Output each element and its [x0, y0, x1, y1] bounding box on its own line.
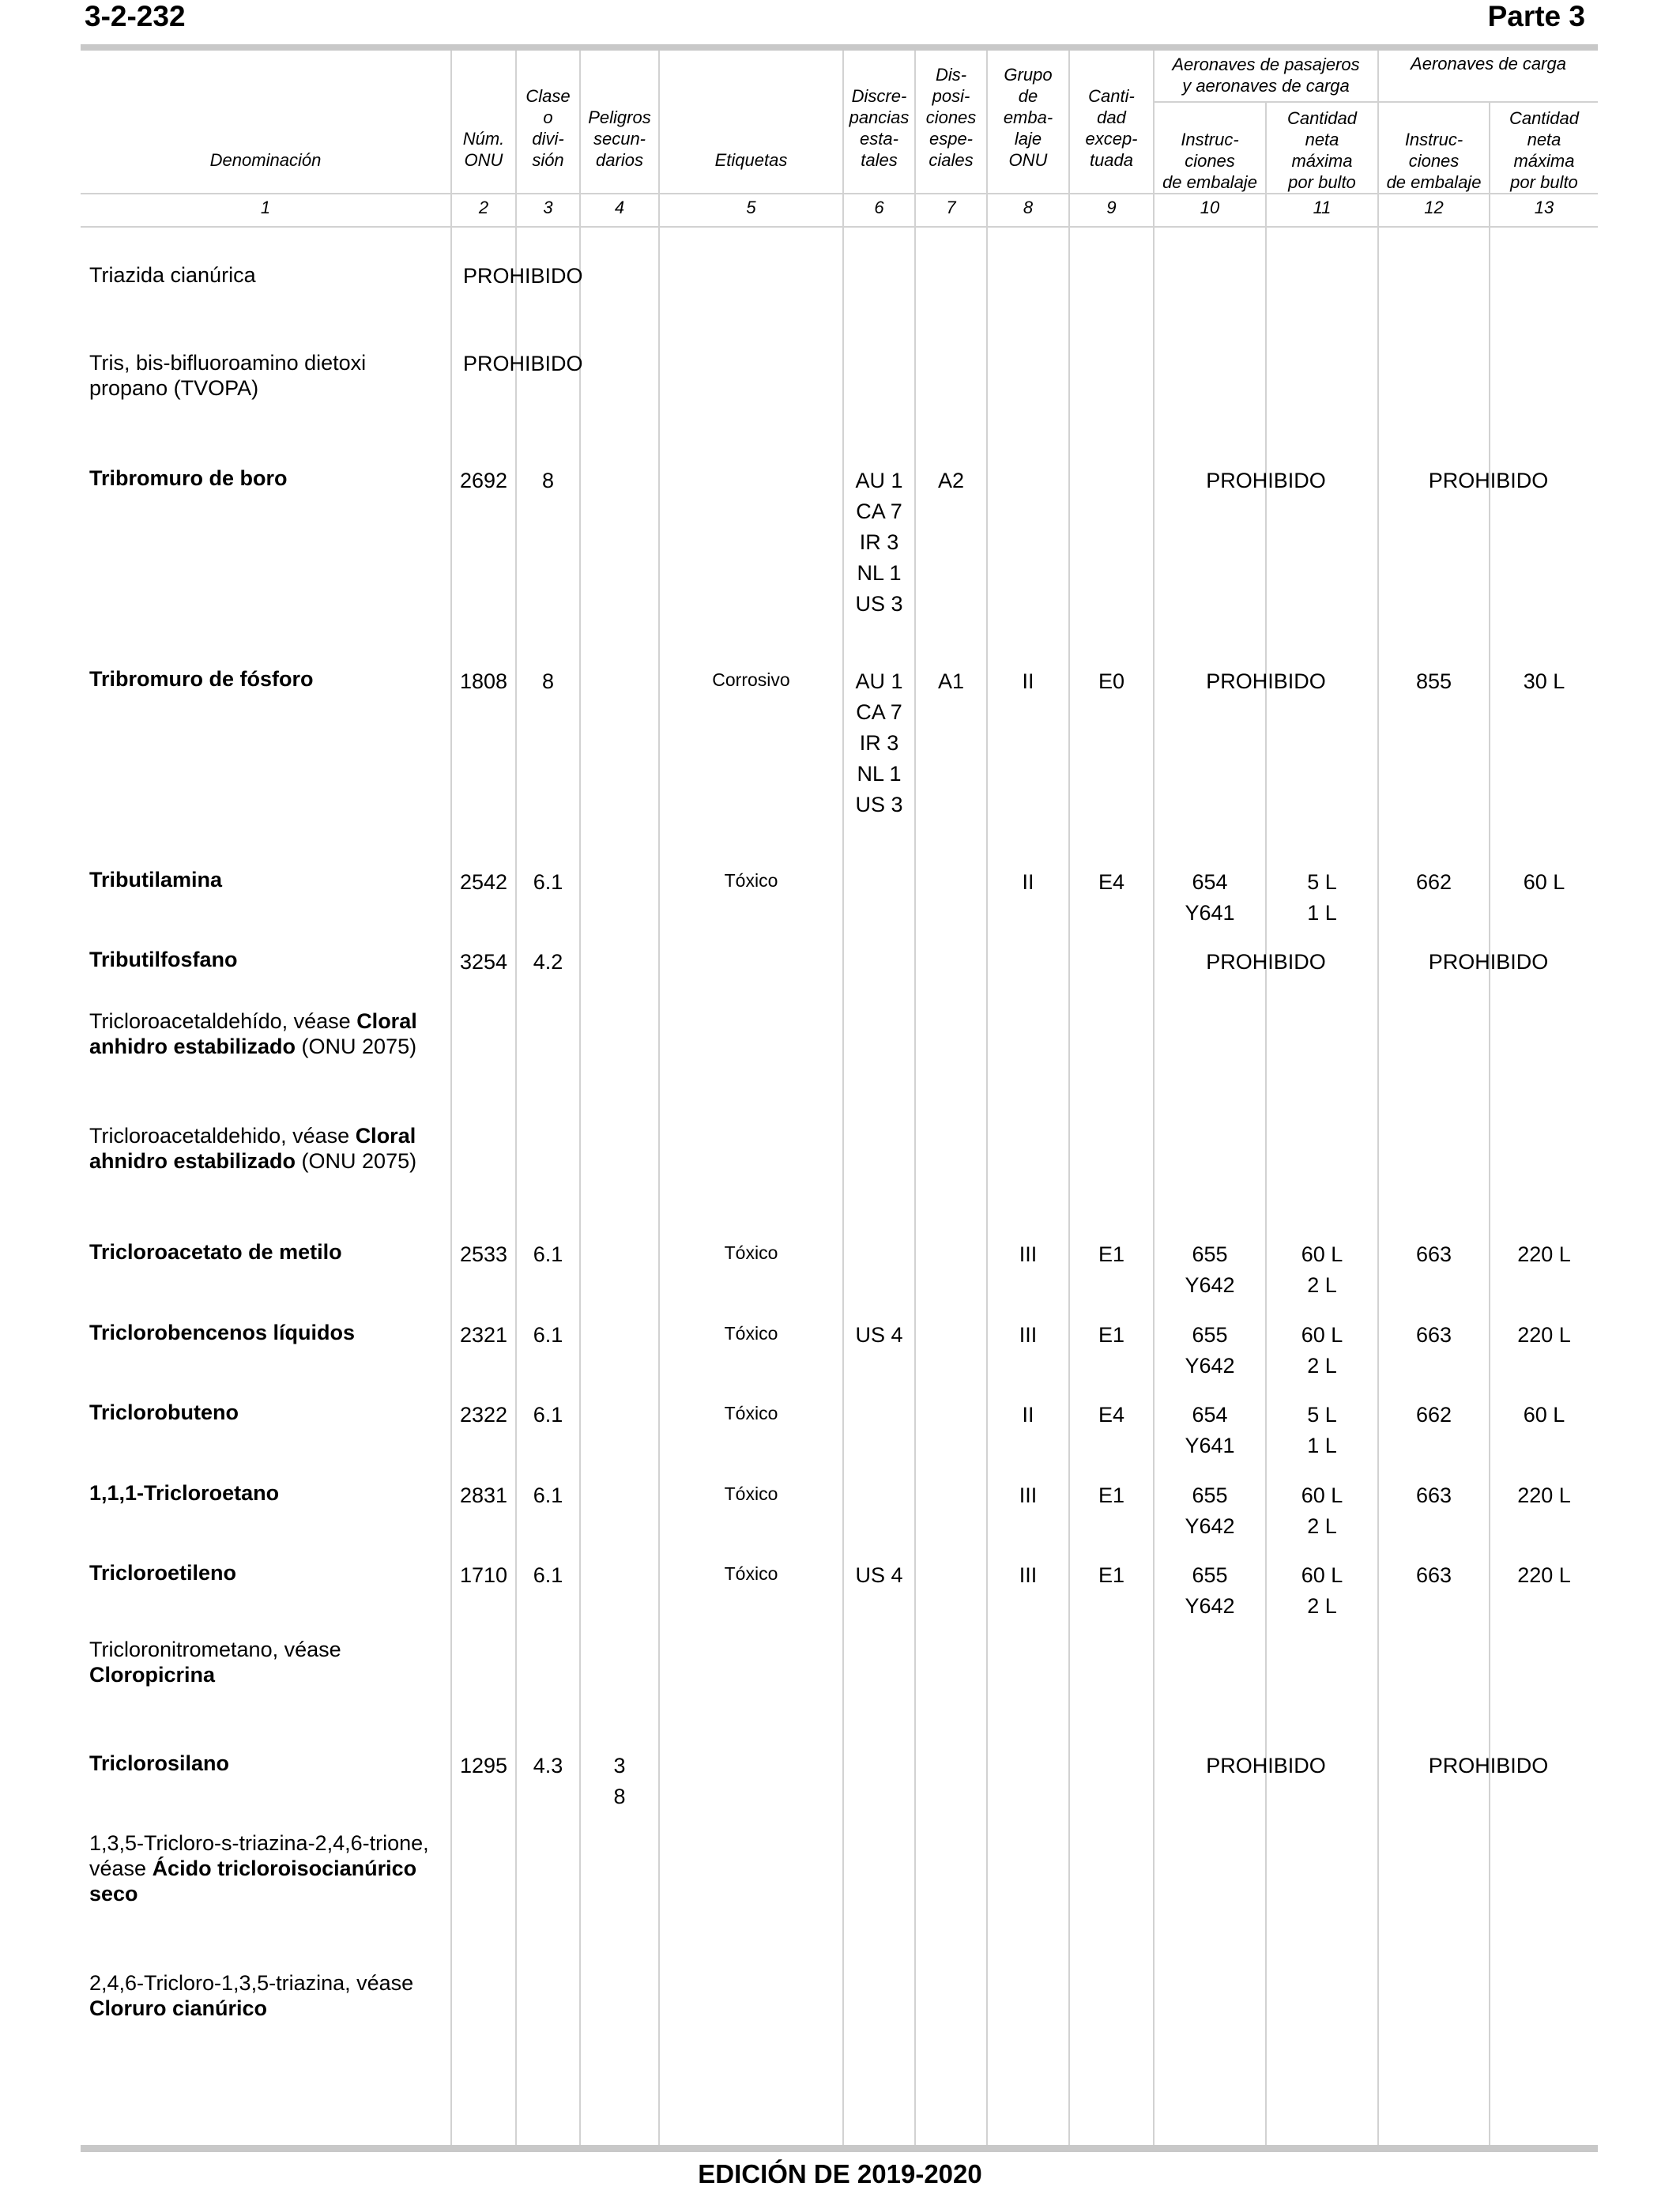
- passenger-prohibited: PROHIBIDO: [1206, 669, 1326, 693]
- header-denominacion: Denominación: [209, 150, 322, 170]
- row-name: [89, 1008, 437, 1059]
- class-division: 6.1: [533, 870, 563, 894]
- excepted-quantity: E1: [1098, 1323, 1125, 1347]
- column-number: 12: [1424, 198, 1444, 217]
- row-name-bold: 1,1,1-Tricloroetano: [89, 1481, 280, 1505]
- hazard-label: Tóxico: [724, 1403, 778, 1423]
- row-name: [89, 1560, 437, 1585]
- column-number: 10: [1200, 198, 1220, 217]
- row-name-reference: Cloropicrina: [89, 1663, 216, 1687]
- row-name-bold: Triclorobuteno: [89, 1400, 239, 1424]
- column-number: 5: [746, 198, 756, 217]
- passenger-instructions: 655 Y642: [1185, 1323, 1235, 1378]
- cargo-max-qty: 60 L: [1523, 870, 1565, 894]
- excepted-quantity: E4: [1098, 1403, 1125, 1427]
- header-state-variations: Discre- pancias esta- tales: [849, 86, 910, 170]
- cargo-instructions: 662: [1415, 870, 1452, 894]
- un-number: 2831: [459, 1483, 508, 1507]
- class-division: 6.1: [533, 1483, 563, 1507]
- row-name-reference: Cloral ahnidro estabilizado: [89, 1124, 416, 1173]
- class-division: 6.1: [533, 1323, 563, 1347]
- un-number: 1295: [459, 1754, 508, 1777]
- header-passenger-max-qty: Cantidad neta máxima por bulto: [1286, 108, 1358, 192]
- cargo-max-qty: 220 L: [1517, 1323, 1571, 1347]
- excepted-quantity: E4: [1098, 870, 1125, 894]
- excepted-quantity: E0: [1098, 669, 1125, 693]
- header-divider: [81, 193, 1598, 194]
- column-number-divider: [81, 226, 1598, 228]
- row-name: [89, 1751, 437, 1776]
- passenger-max-qty: 60 L 2 L: [1301, 1563, 1343, 1618]
- row-name: [89, 867, 437, 892]
- un-number: 2321: [459, 1323, 508, 1347]
- row-name-plain: Tricloroacetaldehido, véase: [89, 1124, 356, 1148]
- column-divider: [1265, 103, 1267, 2145]
- packing-group: III: [1019, 1323, 1038, 1347]
- passenger-prohibited: PROHIBIDO: [1206, 1754, 1326, 1777]
- cargo-prohibited: PROHIBIDO: [1428, 1754, 1549, 1777]
- hazard-label: Tóxico: [724, 870, 778, 891]
- cargo-instructions: 663: [1415, 1323, 1452, 1347]
- un-number: 3254: [459, 950, 508, 974]
- hazard-label: Tóxico: [724, 1323, 778, 1344]
- cargo-max-qty: 220 L: [1517, 1242, 1571, 1266]
- cargo-instructions: 663: [1415, 1242, 1452, 1266]
- column-number: 7: [946, 198, 956, 217]
- row-name: Triazida cianúrica: [89, 263, 256, 287]
- packing-group: II: [1022, 1403, 1034, 1427]
- column-number: 11: [1313, 198, 1332, 217]
- row-name-reference: Cloruro cianúrico: [89, 1996, 268, 2020]
- column-divider: [842, 51, 844, 2145]
- row-name-tail: (ONU 2075): [296, 1149, 417, 1173]
- row-name-bold: Tributilamina: [89, 868, 223, 892]
- header-group-passenger: Aeronaves de pasajeros y aeronaves de carga: [1172, 55, 1360, 96]
- packing-group: III: [1019, 1563, 1038, 1587]
- cargo-instructions: 855: [1415, 669, 1452, 693]
- column-number: 9: [1106, 198, 1117, 217]
- row-name-bold: Tricloroacetato de metilo: [89, 1240, 342, 1264]
- column-divider: [914, 51, 916, 2145]
- header-subsidiary-hazards: Peligros secun- darios: [588, 107, 651, 170]
- class-division: 6.1: [533, 1403, 563, 1427]
- passenger-max-qty: 5 L 1 L: [1307, 1403, 1337, 1457]
- hazard-label: Tóxico: [724, 1563, 778, 1584]
- passenger-max-qty: 60 L 2 L: [1301, 1483, 1343, 1538]
- passenger-prohibited: PROHIBIDO: [1206, 469, 1326, 492]
- passenger-instructions: 654 Y641: [1185, 870, 1235, 925]
- prohibited-text: PROHIBIDO: [463, 352, 583, 375]
- row-name: [89, 1480, 437, 1506]
- un-number: 2322: [459, 1403, 508, 1427]
- header-packing-group: Grupo de emba- laje ONU: [1003, 65, 1053, 170]
- class-division: 6.1: [533, 1563, 563, 1587]
- column-number: 4: [614, 198, 625, 217]
- row-name: [89, 466, 437, 491]
- row-name-bold: Tributilfosfano: [89, 948, 238, 971]
- passenger-max-qty: 5 L 1 L: [1307, 870, 1337, 925]
- hazard-label: Tóxico: [724, 1242, 778, 1263]
- row-name: [89, 666, 437, 692]
- row-name: [89, 1123, 437, 1174]
- cargo-instructions: 663: [1415, 1483, 1452, 1507]
- column-divider: [658, 51, 660, 2145]
- row-name: [89, 1830, 453, 1906]
- passenger-instructions: 655 Y642: [1185, 1563, 1235, 1618]
- class-division: 6.1: [533, 1242, 563, 1266]
- hazard-label: Tóxico: [724, 1483, 778, 1504]
- row-name-bold: Triclorobencenos líquidos: [89, 1321, 356, 1344]
- passenger-instructions: 654 Y641: [1185, 1403, 1235, 1457]
- row-name-reference: Ácido tricloroisocianúrico seco: [89, 1857, 417, 1906]
- column-number: 1: [260, 198, 271, 217]
- state-variations: US 4: [855, 1323, 903, 1347]
- class-division: 8: [541, 469, 555, 492]
- subsidiary-hazards: 3 8: [613, 1754, 626, 1808]
- row-name-bold: Tribromuro de boro: [89, 466, 288, 490]
- un-number: 2542: [459, 870, 508, 894]
- packing-group: II: [1022, 870, 1034, 894]
- row-name-plain: Tricloroacetaldehído, véase: [89, 1009, 357, 1033]
- column-number: 8: [1023, 198, 1034, 217]
- header-special-provisions: Dis- posi- ciones espe- ciales: [925, 65, 977, 170]
- row-name-bold: Triclorosilano: [89, 1751, 230, 1775]
- column-divider: [1377, 51, 1379, 2145]
- excepted-quantity: E1: [1098, 1483, 1125, 1507]
- class-division: 4.3: [533, 1754, 563, 1777]
- header-cargo-max-qty: Cantidad neta máxima por bulto: [1509, 108, 1580, 192]
- row-name-plain: Tricloronitrometano, véase: [89, 1638, 341, 1661]
- excepted-quantity: E1: [1098, 1242, 1125, 1266]
- cargo-prohibited: PROHIBIDO: [1428, 469, 1549, 492]
- header-excepted-quantity: Canti- dad excep- tuada: [1085, 86, 1138, 170]
- passenger-max-qty: 60 L 2 L: [1301, 1242, 1343, 1297]
- edition-footer: EDICIÓN DE 2019-2020: [698, 2159, 982, 2188]
- row-name: [89, 947, 437, 972]
- row-name-plain: 2,4,6-Tricloro-1,3,5-triazina, véase: [89, 1971, 414, 1995]
- column-number: 13: [1534, 198, 1554, 217]
- un-number: 1710: [459, 1563, 508, 1587]
- column-divider: [1153, 51, 1155, 2145]
- column-divider: [1068, 51, 1070, 2145]
- row-name-tail: (ONU 2075): [296, 1035, 417, 1058]
- header-passenger-instructions: Instruc- ciones de embalaje: [1162, 130, 1257, 192]
- special-provisions: A1: [937, 669, 965, 693]
- row-name-plain: 1,3,5-Tricloro-s-triazina-2,4,6-trione, véase: [89, 1831, 429, 1880]
- column-number: 3: [543, 198, 553, 217]
- cargo-max-qty: 220 L: [1517, 1563, 1571, 1587]
- column-divider: [986, 51, 988, 2145]
- row-name: [89, 1239, 437, 1265]
- un-number: 2692: [459, 469, 508, 492]
- prohibited-text: PROHIBIDO: [463, 264, 583, 288]
- row-name: [89, 1400, 437, 1425]
- cargo-max-qty: 220 L: [1517, 1483, 1571, 1507]
- cargo-instructions: 662: [1415, 1403, 1452, 1427]
- state-variations: AU 1 CA 7 IR 3 NL 1 US 3: [855, 669, 903, 816]
- header-cargo-instructions: Instruc- ciones de embalaje: [1386, 130, 1482, 192]
- header-group-cargo: Aeronaves de carga: [1411, 54, 1566, 74]
- row-name: [89, 1320, 437, 1345]
- hazard-label: Corrosivo: [712, 669, 790, 690]
- excepted-quantity: E1: [1098, 1563, 1125, 1587]
- passenger-instructions: 655 Y642: [1185, 1242, 1235, 1297]
- part-label: Parte 3: [1487, 0, 1585, 32]
- header-class: Clase o divi- sión: [525, 86, 571, 170]
- bottom-rule: [81, 2145, 1598, 2152]
- row-name: [89, 1637, 437, 1687]
- un-number: 2533: [459, 1242, 508, 1266]
- cargo-max-qty: 60 L: [1523, 1403, 1565, 1427]
- column-number: 6: [874, 198, 884, 217]
- special-provisions: A2: [937, 469, 965, 492]
- page-number: 3-2-232: [85, 0, 186, 32]
- class-division: 8: [541, 669, 555, 693]
- packing-group: III: [1019, 1242, 1038, 1266]
- state-variations: AU 1 CA 7 IR 3 NL 1 US 3: [855, 469, 903, 616]
- row-name: Tris, bis-bifluoroamino dietoxi propano (TVOPA): [89, 351, 367, 400]
- cargo-instructions: 663: [1415, 1563, 1452, 1587]
- row-name-reference: Cloral anhidro estabilizado: [89, 1009, 417, 1058]
- column-number: 2: [478, 198, 489, 217]
- column-divider: [1489, 103, 1490, 2145]
- top-rule: [81, 44, 1598, 51]
- passenger-max-qty: 60 L 2 L: [1301, 1323, 1343, 1378]
- class-division: 4.2: [533, 950, 563, 974]
- state-variations: US 4: [855, 1563, 903, 1587]
- packing-group: II: [1022, 669, 1034, 693]
- packing-group: III: [1019, 1483, 1038, 1507]
- passenger-instructions: 655 Y642: [1185, 1483, 1235, 1538]
- row-name: [89, 1970, 437, 2021]
- row-name-bold: Tribromuro de fósforo: [89, 667, 314, 691]
- row-name-bold: Tricloroetileno: [89, 1561, 237, 1585]
- header-un-number: Núm. ONU: [462, 129, 505, 170]
- cargo-prohibited: PROHIBIDO: [1428, 950, 1549, 974]
- un-number: 1808: [459, 669, 508, 693]
- cargo-max-qty: 30 L: [1523, 669, 1565, 693]
- header-labels: Etiquetas: [714, 150, 788, 170]
- passenger-prohibited: PROHIBIDO: [1206, 950, 1326, 974]
